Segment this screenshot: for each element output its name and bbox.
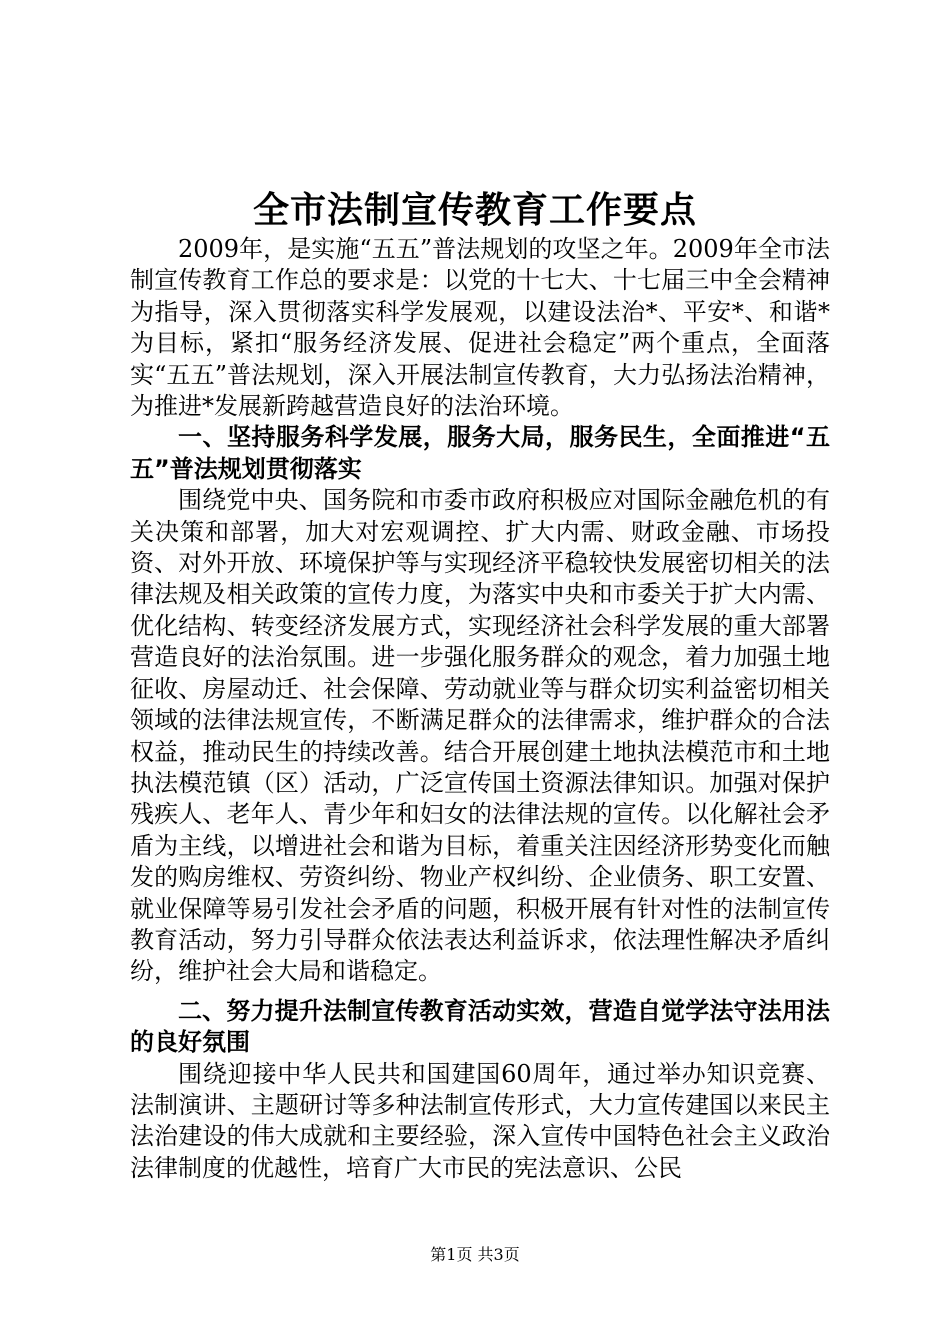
page-footer: 第1页 共3页	[430, 1245, 520, 1264]
section-heading-2: 二、努力提升法制宣传教育活动实效，营造自觉学法守法用法的良好氛围	[130, 996, 830, 1057]
intro-paragraph: 2009年，是实施“五五”普法规划的攻坚之年。2009年全市法制宣传教育工作总的要求是：以党的十七大、十七届三中全会精神为指导，深入贯彻落实科学发展观，以建设法治*、平安*、和谐*为目标，紧扣“服务经济发展、促进社会稳定”两个重点，全面落实“五五”普法规划，深入开展法制宣传教育，大力弘扬法治精神，为推进*发展新跨越营造良好的法治环境。	[130, 235, 830, 421]
document-body	[130, 234, 830, 1184]
section-paragraph-2: 围绕迎接中华人民共和国建国60周年，通过举办知识竞赛、法制演讲、主题研讨等多种法制宣传形式，大力宣传建国以来民主法治建设的伟大成就和主要经验，深入宣传中国特色社会主义政治法律制度的优越性，培育广大市民的宪法意识、公民	[130, 1059, 830, 1182]
section-heading-1: 一、坚持服务科学发展，服务大局，服务民生，全面推进“五五”普法规划贯彻落实	[130, 423, 830, 483]
document-title: 全市法制宣传教育工作要点	[252, 189, 697, 231]
section-paragraph-1: 围绕党中央、国务院和市委市政府积极应对国际金融危机的有关决策和部署，加大对宏观调控、扩大内需、财政金融、市场投资、对外开放、环境保护等与实现经济平稳较快发展密切相关的法律法规及相关政策的宣传力度，为落实中央和市委关于扩大内需、优化结构、转变经济发展方式，实现经济社会科学发展的重大部署营造良好的法治氛围。进一步强化服务群众的观念，着力加强土地征收、房屋动迁、社会保障、劳动就业等与群众切实利益密切相关领域的法律法规宣传，不断满足群众的法律需求，维护群众的合法权益，推动民生的持续改善。结合开展创建土地执法模范市和土地执法模范镇（区）活动，广泛宣传国土资源法律知识。加强对保护残疾人、老年人、青少年和妇女的法律法规的宣传。以化解社会矛盾为主线，以增进社会和谐为目标，着重关注因经济形势变化而触发的购房维权、劳资纠纷、物业产权纠纷、企业债务、职工安置、就业保障等易引发社会矛盾的问题，积极开展有针对性的法制宣传教育活动，努力引导群众依法表达利益诉求，依法理性解决矛盾纠纷，维护社会大局和谐稳定。	[130, 486, 830, 986]
